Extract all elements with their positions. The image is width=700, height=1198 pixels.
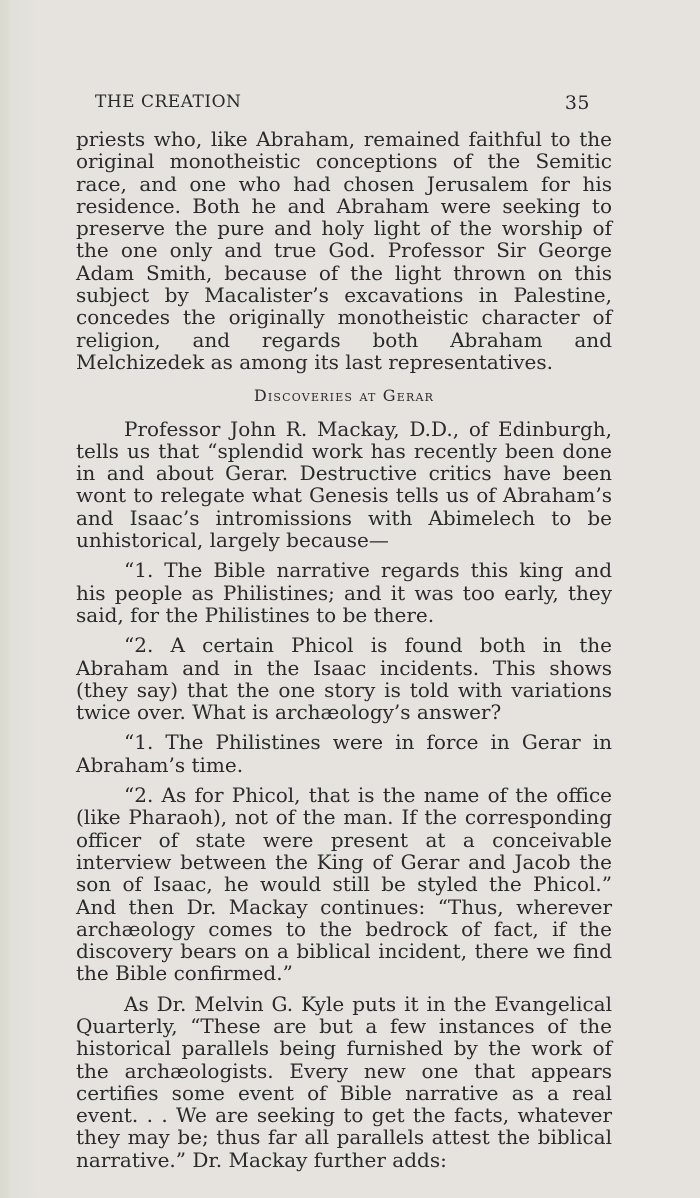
paragraph: As Dr. Melvin G. Kyle puts it in the Evangelical Quarterly, “These are but a few instances of the historical parallels being furnished by the work of the archæologists. Every new one that appears certifies some event of Bible narrative as a real event. . . We are seeking to get the facts, whatever they may be; thus far all parallels attest the biblical narrative.” Dr. Mackay further adds: — [76, 991, 612, 1172]
page-number: 35 — [564, 92, 590, 114]
paragraph-continued: priests who, like Abraham, remained faithful to the original monotheistic conceptions of the Semitic race, and one who had chosen Jerusalem for his residence. Both he and Abraham were seeking to preserve the pure and holy light of the worship of the one only and true God. Professor Sir George Adam Smith, because of the light thrown on this subject by Macalister’s excavations in Palestine, concedes the originally monotheistic character of religion, and regards both Abraham and Melchizedek as among its last representatives. — [76, 127, 612, 374]
section-heading: Discoveries at Gerar — [253, 386, 435, 406]
paragraph: “1. The Philistines were in force in Gerar in Abraham’s time. — [76, 730, 612, 777]
paragraph: “2. As for Phicol, that is the name of the office (like Pharaoh), not of the man. If the corresponding officer of state were present at a conceivable interview between the King of Gerar and Jacob the son of Isaac, he would still be styled the Phicol.” And then Dr. Mackay continues: “Thus, wherever archæology comes to the bedrock of fact, if the discovery bears on a biblical incident, there we find the Bible confirmed.” — [76, 783, 612, 986]
page-body — [76, 128, 612, 1179]
paragraph: Professor John R. Mackay, D.D., of Edinburgh, tells us that “splendid work has recently been done in and about Gerar. Destructive critics have been wont to relegate what Genesis tells us of Abraham’s and Isaac’s intromissions with Abimelech to be unhistorical, largely because— — [76, 416, 612, 553]
paragraph: “1. The Bible narrative regards this king and his people as Philistines; and it was too early, they said, for the Philistines to be there. — [76, 558, 612, 627]
running-title: THE CREATION — [95, 92, 242, 112]
paragraph: “2. A certain Phicol is found both in the Abraham and in the Isaac incidents. This shows (they say) that the one story is told with variations twice over. What is archæology’s answer? — [76, 633, 612, 725]
running-head — [95, 92, 590, 116]
